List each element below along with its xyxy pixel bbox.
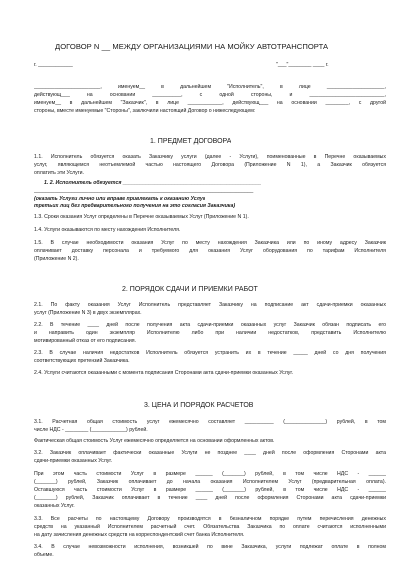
intro-line-4: стороны, вместе именуемые "Стороны", заключили настоящий Договор о нижеследующем: — [34, 108, 256, 114]
intro-line-3: именуем__ в дальнейшем "Заказчик", в лице ____________, действующ___ на основании ________, с другой — [34, 100, 386, 106]
section-3-line: сдачи-приемки оказанных Услуг. — [34, 458, 113, 464]
section-3-line: 3.1. Расчетная общая стоимость услуг ежемесячно составляет __________ (______________) рублей, в том — [34, 419, 386, 425]
section-3-line: оказанных Услуг. — [34, 503, 75, 509]
section-1-line: 1. 2. Исполнитель обязуется ________________________________________________ — [44, 180, 262, 186]
section-2-line: 2.3. В случае наличия недостатков Исполнитель обязуется устранить их в течение _____ дней со дня получения — [34, 350, 386, 356]
section-2-line: 2.2. В течение ____ дней после получения акта сдачи-приемки оказанных услуг Заказчик обязан подписать его — [34, 322, 386, 328]
section-2-line: 2.1. По факту оказания Услуг Исполнитель представляет Заказчику на подписание акт сдачи-приемки оказанных — [34, 302, 386, 308]
intro-line-2: действующ___ на основании __________, с одной стороны, и __________________________, — [34, 92, 386, 98]
section-2-heading: 2. ПОРЯДОК СДАЧИ И ПРИЕМКИ РАБОТ — [122, 286, 258, 293]
section-3-line: При этом часть стоимости Услуг в размере ______ (_______) рублей, в том числе НДС - ______ — [34, 471, 386, 477]
section-3-line: 3.4. В случае невозможности исполнения, возникшей по вине Заказчика, услуги подлежат оплате в полном — [34, 544, 386, 550]
section-3-line: Оставшуюся часть стоимости Услуг в размере ______ (_______) рублей, в том числе НДС - ______ — [34, 487, 386, 493]
section-1-line: ____________________________________________________________________________ — [34, 188, 254, 194]
section-3-line: числе НДС - ________ (____________) рублей. — [34, 427, 148, 433]
section-1-heading: 1. ПРЕДМЕТ ДОГОВОРА — [150, 138, 232, 145]
header-city: г. ____________ — [34, 62, 73, 68]
section-1-line: (оказать Услуги лично или вправе привлекать к оказанию Услуг — [34, 196, 206, 202]
section-3-line: на дату зачисления денежных средств на корреспондентский счет банка Исполнителя. — [34, 532, 245, 538]
section-1-line: 1.1. Исполнитель обязуется оказать Заказчику услуги (далее - Услуги), поименованные в Перечне оказываемых — [34, 154, 386, 160]
section-1-line: услуг, являющемся неотъемлемой частью настоящего Договора (Приложение N 1), а Заказчик обязуется — [34, 162, 386, 168]
section-1-line: третьих лиц без предварительного получения на это согласия Заказчика) — [34, 203, 236, 209]
section-2-line: 2.4. Услуги считаются оказанными с момента подписания Сторонами акта сдачи-приемки оказанных Услуг. — [34, 370, 294, 376]
section-1-line: 1.4. Услуги оказываются по месту нахождения Исполнителя. — [34, 227, 181, 233]
section-1-line: 1.5. В случае необходимости оказания Услуг по месту нахождения Заказчика или по иному адресу Заказчик — [34, 240, 386, 246]
section-3-line: 3.2. Заказчик оплачивает фактически оказанные Услуги не позднее ____ дней после оформления Сторонами акта — [34, 450, 386, 456]
section-3-line: средств на указанный Исполнителем расчетный счет. Обязательства Заказчика по оплате считаются исполненными — [34, 524, 386, 530]
section-1-line: 1.3. Сроки оказания Услуг определены в Перечне оказываемых Услуг (Приложение N 1). — [34, 214, 249, 220]
section-2-line: мотивированный отказ от его подписания. — [34, 338, 136, 344]
document-title: ДОГОВОР N __ МЕЖДУ ОРГАНИЗАЦИЯМИ НА МОЙКУ АВТОТРАНСПОРТА — [55, 42, 329, 51]
section-3-line: 3.3. Все расчеты по настоящему Договору производятся в безналичном порядке путем перечисления денежных — [34, 516, 386, 522]
section-3-heading: 3. ЦЕНА И ПОРЯДОК РАСЧЕТОВ — [144, 402, 254, 409]
intro-line-1: _______________________, именуем__ в дальнейшем "Исполнитель", в лице ____________________, — [34, 84, 386, 90]
section-3-line: объеме. — [34, 552, 54, 558]
section-1-line: (Приложение N 2). — [34, 256, 79, 262]
section-3-line: (_______) рублей, Заказчик оплачивает в течение ____ дней после оформления Сторонами акта сдачи-приемки — [34, 495, 386, 501]
section-3-line: (_______) рублей, Заказчик оплачивает до начала оказания Исполнителем Услуг (предварительная оплата). — [34, 479, 386, 485]
section-3-line: Фактическая общая стоимость Услуг ежемесячно определяется на основании оформленных актов. — [34, 438, 275, 444]
section-2-line: услуг (Приложение N 3) в двух экземплярах. — [34, 310, 142, 316]
section-1-line: оплачивает доставку персонала и требуемого для оказания Услуг оборудования по тарифам Исполнителя — [34, 248, 386, 254]
section-2-line: соответствующих претензий Заказчика. — [34, 358, 130, 364]
header-date: "___"________ ____ г. — [276, 62, 329, 68]
section-1-line: оплатить эти Услуги. — [34, 170, 84, 176]
section-2-line: и направить один экземпляр Исполнителю либо при наличии недостатков, представить Исполнителю — [34, 330, 386, 336]
